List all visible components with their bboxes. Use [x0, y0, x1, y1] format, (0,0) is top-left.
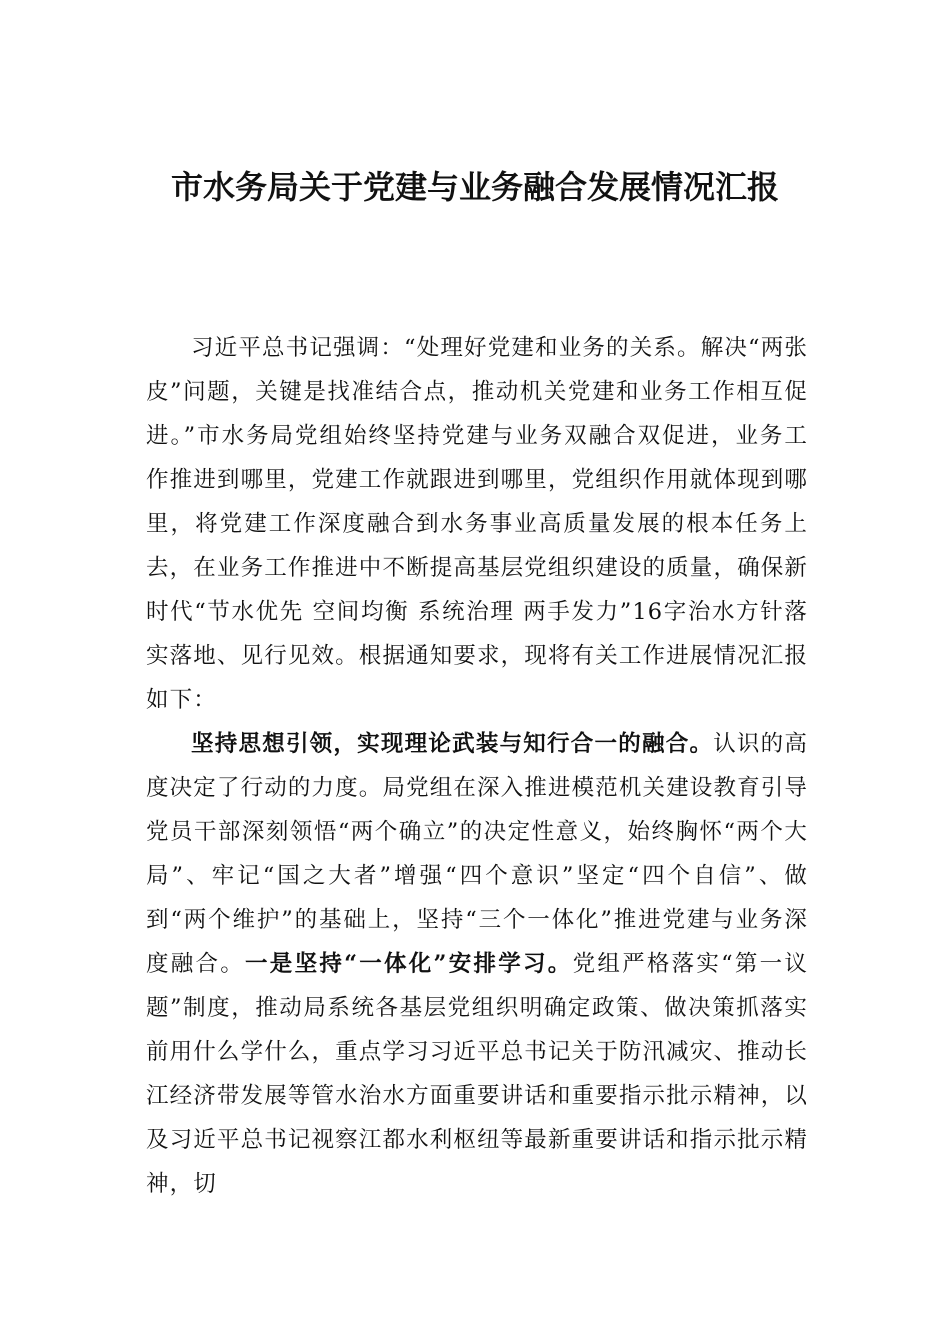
paragraph-text: 习近平总书记强调：“处理好党建和业务的关系。解决“两张皮”问题，关键是找准结合点，推动机关党建和业务工作相互促进。”市水务局党组始终坚持党建与业务双融合双促进，业务工作推进到哪里，党建工作就跟进到哪里，党组织作用就体现到哪里，将党建工作深度融合到水务事业高质量发展的根本任务上去，在业务工作推进中不断提高基层党组织建设的质量，确保新时代“节水优先 空间均衡 系统治理 两手发力”16字治水方针落实落地、见行见效。根据通知要求，现将有关工作进展情况汇报如下：: [146, 335, 808, 713]
subpoint-heading: 一是坚持“一体化”安排学习。: [245, 951, 573, 977]
paragraph-section-1: [146, 722, 808, 1206]
paragraph-text: 党组严格落实“第一议题”制度，推动局系统各基层党组织明确定政策、做决策抓落实前用什么学什么，重点学习习近平总书记关于防汛减灾、推动长江经济带发展等管水治水方面重要讲话和重要指示批示精神，以及习近平总书记视察江都水利枢纽等最新重要讲话和指示批示精神，切: [146, 951, 808, 1197]
paragraph-text: 认识的高度决定了行动的力度。局党组在深入推进模范机关建设教育引导党员干部深刻领悟“两个确立”的决定性意义，始终胸怀“两个大局”、牢记“国之大者”增强“四个意识”坚定“四个自信”、做到“两个维护”的基础上，坚持“三个一体化”推进党建与业务深度融合。: [146, 731, 808, 977]
section-heading: 坚持思想引领，实现理论武装与知行合一的融合。: [191, 731, 714, 757]
paragraph-intro: [146, 326, 808, 722]
document-body: [146, 326, 808, 1206]
document-title: 市水务局关于党建与业务融合发展情况汇报: [170, 168, 779, 206]
